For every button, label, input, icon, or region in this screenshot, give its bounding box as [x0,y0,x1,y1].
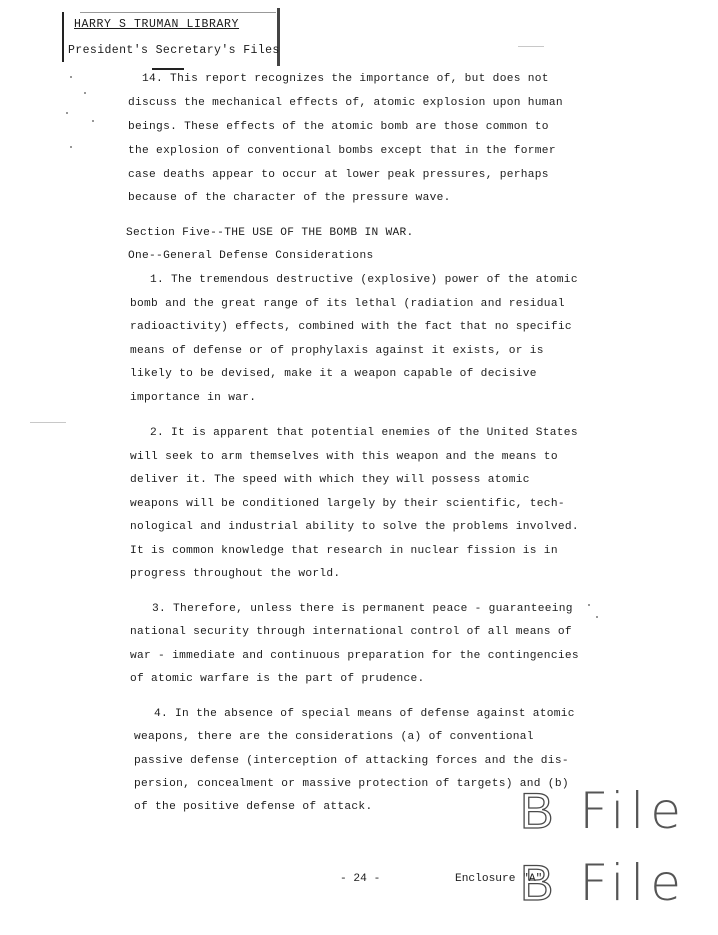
paragraph-line: beings. These effects of the atomic bomb are those common to [128,121,549,133]
section-subheading: One--General Defense Considerations [128,250,374,262]
b-file-word: File [579,782,688,840]
scan-speck [92,120,94,122]
paragraph-line: radioactivity) effects, combined with the fact that no specific [130,321,572,333]
scan-speck [70,146,72,148]
paragraph-line: because of the character of the pressure wave. [128,192,451,204]
section-heading: Section Five--THE USE OF THE BOMB IN WAR. [126,227,414,239]
paragraph-line: of the positive defense of attack. [134,801,373,813]
scan-speck [588,604,590,606]
paragraph-line: deliver it. The speed with which they will possess atomic [130,474,530,486]
archive-stamp [62,8,290,66]
paragraph-line: passive defense (interception of attacking forces and the dis- [134,755,569,767]
b-file-word: File [579,854,688,912]
paragraph-line: 14. This report recognizes the importance of, but does not [142,73,549,85]
paragraph-line: of atomic warfare is the part of prudence. [130,673,425,685]
b-file-letter: B [520,855,560,911]
paragraph-line: weapons, there are the considerations (a) of conventional [134,731,534,743]
margin-rule [30,422,66,423]
scan-speck [596,616,598,618]
paragraph-line: It is common knowledge that research in nuclear fission is in [130,545,558,557]
paragraph-line: national security through international control of all means of [130,626,572,638]
paragraph-line: 2. It is apparent that potential enemies of the United States [150,427,578,439]
stamp-left-bar [62,12,64,62]
paragraph-line: the explosion of conventional bombs except that in the former [128,145,556,157]
paragraph-line: persion, concealment or massive protection of targets) and (b) [134,778,569,790]
paragraph-line: war - immediate and continuous preparation for the contingencies [130,650,579,662]
paragraph-line: will seek to arm themselves with this weapon and the means to [130,451,558,463]
b-file-mark [520,856,687,910]
stamp-dash [152,68,184,70]
paragraph-line: discuss the mechanical effects of, atomic explosion upon human [128,97,563,109]
b-file-mark [520,784,687,838]
paragraph-line: weapons will be conditioned largely by their scientific, tech- [130,498,565,510]
paragraph-line: progress throughout the world. [130,568,341,580]
scan-speck [70,76,72,78]
stamp-right-bar [277,8,280,66]
enclosure-label: Enclosure "A" [455,873,543,885]
stamp-library-name: HARRY S TRUMAN LIBRARY [74,18,240,31]
paragraph-line: bomb and the great range of its lethal (radiation and residual [130,298,565,310]
b-file-letter: B [520,783,560,839]
paragraph-line: case deaths appear to occur at lower peak pressures, perhaps [128,169,549,181]
stamp-collection-name: President's Secretary's Files [68,44,280,57]
page-number: - 24 - [340,873,381,885]
paragraph-line: 1. The tremendous destructive (explosive) power of the atomic [150,274,578,286]
paragraph-line: 4. In the absence of special means of defense against atomic [154,708,575,720]
stamp-top-bar [80,12,276,13]
scan-speck [66,112,68,114]
margin-rule [518,46,544,47]
scan-speck [84,92,86,94]
paragraph-line: likely to be devised, make it a weapon capable of decisive [130,368,537,380]
paragraph-line: 3. Therefore, unless there is permanent peace - guaranteeing [152,603,573,615]
paragraph-line: importance in war. [130,392,257,404]
paragraph-line: means of defense or of prophylaxis against it exists, or is [130,345,544,357]
paragraph-line: nological and industrial ability to solve the problems involved. [130,521,579,533]
